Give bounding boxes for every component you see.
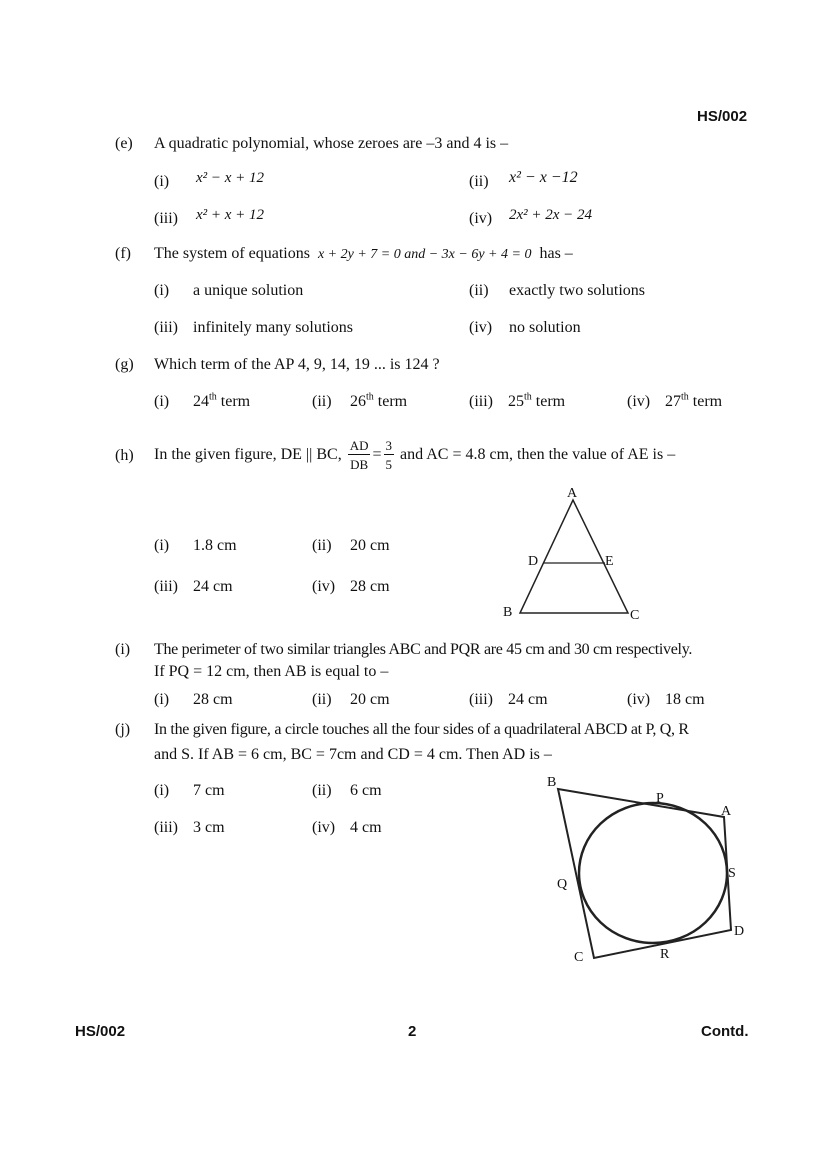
vertex-label-c: C	[574, 950, 584, 965]
question-label: (g)	[115, 356, 134, 373]
option-label: (iv)	[312, 578, 336, 595]
fraction-denominator: DB	[350, 457, 369, 473]
question-text-line2: and S. If AB = 6 cm, BC = 7cm and CD = 4 cm. Then AD is –	[154, 746, 552, 763]
option-text: 4 cm	[350, 819, 382, 836]
footer-paper-code: HS/002	[75, 1023, 126, 1040]
option-text: a unique solution	[193, 282, 304, 299]
option-suffix: term	[531, 393, 566, 410]
option-text	[508, 393, 565, 411]
option-text: 28 cm	[350, 578, 390, 595]
option-label: (i)	[154, 173, 170, 190]
option-number: 26	[350, 393, 366, 410]
triangle-figure	[495, 483, 655, 623]
tangent-label-s: S	[728, 866, 736, 881]
page-number: 2	[408, 1023, 417, 1040]
question-text: Which term of the AP 4, 9, 14, 19 ... is 124 ?	[154, 356, 440, 373]
option-suffix: term	[216, 393, 251, 410]
option-label: (iv)	[469, 319, 493, 336]
continued-label: Contd.	[701, 1023, 749, 1040]
ratio-value	[384, 439, 395, 471]
tangent-label-r: R	[660, 947, 670, 962]
option-label: (ii)	[312, 537, 332, 554]
ordinal-suffix: th	[524, 391, 532, 403]
question-text-line1: In the given figure, a circle touches all the four sides of a quadrilateral ABCD at P, Q, R	[154, 721, 689, 738]
option-label: (i)	[154, 782, 170, 799]
ordinal-suffix: th	[366, 391, 374, 403]
option-label: (i)	[154, 537, 170, 554]
option-label: (i)	[154, 282, 170, 299]
option-label: (iii)	[154, 819, 178, 836]
option-text: 20 cm	[350, 537, 390, 554]
option-text: 1.8 cm	[193, 537, 237, 554]
option-label: (iv)	[469, 210, 493, 227]
option-label: (ii)	[312, 393, 332, 410]
ratio-ad-db	[348, 439, 371, 471]
option-label: (iii)	[154, 210, 178, 227]
option-suffix: term	[373, 393, 408, 410]
ordinal-suffix: th	[209, 391, 217, 403]
option-text	[665, 393, 722, 411]
option-expression: 2x² + 2x − 24	[509, 207, 593, 223]
option-text: infinitely many solutions	[193, 319, 353, 336]
question-label: (h)	[115, 447, 134, 464]
question-text	[154, 433, 675, 477]
header-paper-code: HS/002	[697, 108, 748, 125]
option-text: 28 cm	[193, 691, 233, 708]
option-label: (iv)	[312, 819, 336, 836]
option-expression: x² − x + 12	[196, 170, 265, 186]
option-label: (iii)	[469, 393, 493, 410]
quadrilateral-figure	[540, 770, 760, 970]
question-label: (f)	[115, 245, 131, 262]
option-text	[193, 393, 250, 411]
question-text-line2: If PQ = 12 cm, then AB is equal to –	[154, 663, 389, 680]
option-suffix: term	[688, 393, 723, 410]
option-label: (ii)	[469, 173, 489, 190]
fraction-denominator: 5	[385, 457, 393, 473]
option-label: (ii)	[312, 782, 332, 799]
option-text	[350, 393, 407, 411]
question-label: (j)	[115, 721, 131, 738]
option-text: 24 cm	[508, 691, 548, 708]
vertex-label-e: E	[605, 554, 614, 569]
option-label: (i)	[154, 393, 170, 410]
option-label: (iii)	[154, 578, 178, 595]
vertex-label-a: A	[721, 804, 732, 819]
option-label: (ii)	[469, 282, 489, 299]
equals-sign: =	[372, 446, 382, 463]
quadrilateral-abcd	[558, 789, 731, 958]
question-text-a: In the given figure, DE || BC,	[154, 446, 342, 463]
option-text: 20 cm	[350, 691, 390, 708]
option-text: 6 cm	[350, 782, 382, 799]
question-text	[154, 245, 573, 263]
question-text-line1: The perimeter of two similar triangles ABC and PQR are 45 cm and 30 cm respectively.	[154, 641, 693, 658]
option-label: (ii)	[312, 691, 332, 708]
option-text: 18 cm	[665, 691, 705, 708]
question-text-b: has –	[539, 245, 573, 262]
option-label: (i)	[154, 691, 170, 708]
ordinal-suffix: th	[681, 391, 689, 403]
fraction-numerator: 3	[385, 438, 393, 454]
vertex-label-c: C	[630, 608, 640, 623]
option-label: (iv)	[627, 691, 651, 708]
option-label: (iv)	[627, 393, 651, 410]
vertex-label-b: B	[547, 775, 557, 790]
equation-pair: x + 2y + 7 = 0 and − 3x − 6y + 4 = 0	[317, 247, 532, 262]
option-number: 25	[508, 393, 524, 410]
option-number: 27	[665, 393, 681, 410]
tangent-label-q: Q	[557, 877, 568, 892]
question-label: (e)	[115, 135, 133, 152]
option-text: no solution	[509, 319, 581, 336]
option-expression: x² + x + 12	[196, 207, 265, 223]
option-label: (iii)	[154, 319, 178, 336]
vertex-label-d: D	[528, 554, 539, 569]
option-number: 24	[193, 393, 209, 410]
question-text-a: The system of equations	[154, 245, 310, 262]
vertex-label-d: D	[734, 924, 745, 939]
vertex-label-a: A	[567, 486, 578, 501]
inscribed-circle	[579, 803, 727, 943]
vertex-label-b: B	[503, 605, 513, 620]
option-text: 24 cm	[193, 578, 233, 595]
option-label: (iii)	[469, 691, 493, 708]
question-text: A quadratic polynomial, whose zeroes are –3 and 4 is –	[154, 135, 509, 152]
option-text: exactly two solutions	[509, 282, 645, 299]
question-label: (i)	[115, 641, 131, 658]
tangent-label-p: P	[656, 791, 664, 806]
option-text: 3 cm	[193, 819, 225, 836]
option-expression: x² − x −12	[509, 169, 578, 186]
fraction-numerator: AD	[349, 438, 369, 454]
option-text: 7 cm	[193, 782, 225, 799]
question-text-b: and AC = 4.8 cm, then the value of AE is –	[400, 446, 676, 463]
